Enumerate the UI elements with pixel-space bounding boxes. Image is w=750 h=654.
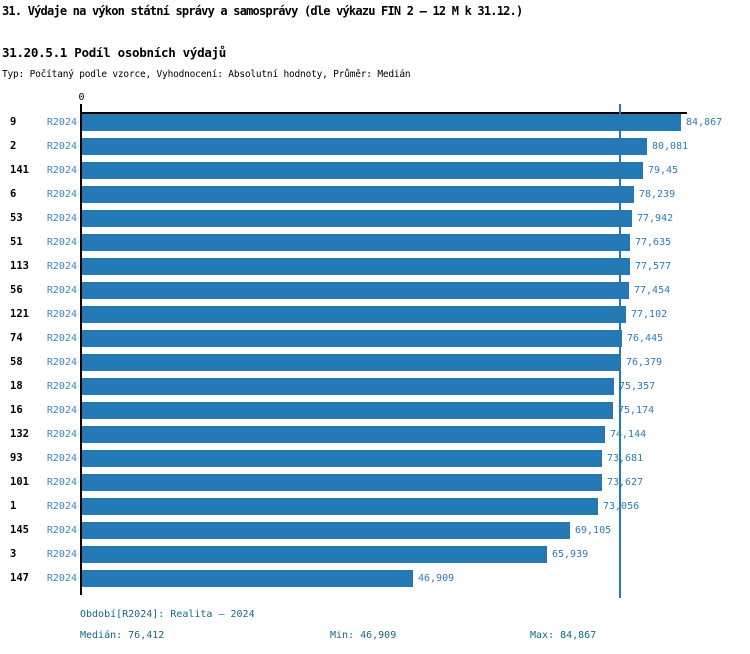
bar-value-label: 73,056 [603, 501, 640, 512]
bar [82, 186, 634, 203]
period-label: R2024 [46, 429, 77, 440]
period-label: R2024 [46, 309, 77, 320]
category-label: 121 [10, 308, 29, 320]
page-title: 31. Výdaje na výkon státní správy a samosprávy (dle výkazu FIN 2 – 12 M k 31.12.) [2, 4, 523, 18]
period-label: R2024 [46, 213, 77, 224]
period-label: R2024 [46, 405, 77, 416]
category-label: 51 [10, 236, 23, 248]
bar-value-label: 84,867 [686, 117, 723, 128]
category-label: 9 [10, 116, 17, 128]
footer-min-stat: Min: 46,909 [330, 630, 397, 641]
bar-value-label: 80,081 [652, 141, 689, 152]
chart-meta-line: Typ: Počítaný podle vzorce, Vyhodnocení: Absolutní hodnoty, Průměr: Medián [2, 69, 411, 80]
bar [82, 522, 570, 539]
bar-value-label: 78,239 [639, 189, 676, 200]
bar-value-label: 77,942 [637, 213, 674, 224]
period-label: R2024 [46, 285, 77, 296]
period-label: R2024 [46, 261, 77, 272]
footer-max-stat: Max: 84,867 [530, 630, 597, 641]
chart-title: 31.20.5.1 Podíl osobních výdajů [2, 45, 226, 60]
bar-value-label: 73,627 [607, 477, 644, 488]
period-label: R2024 [46, 357, 77, 368]
bar-value-label: 46,909 [418, 573, 455, 584]
bar [82, 474, 602, 491]
bar-value-label: 65,939 [552, 549, 589, 560]
category-label: 53 [10, 212, 23, 224]
bar [82, 306, 626, 323]
period-label: R2024 [46, 141, 77, 152]
bar-value-label: 77,577 [635, 261, 672, 272]
category-label: 18 [10, 380, 23, 392]
bar-value-label: 75,357 [619, 381, 656, 392]
bar [82, 498, 598, 515]
bar [82, 378, 614, 395]
bar-value-label: 79,45 [648, 165, 679, 176]
period-label: R2024 [46, 573, 77, 584]
category-label: 141 [10, 164, 29, 176]
bar [82, 450, 602, 467]
bar [82, 162, 643, 179]
period-label: R2024 [46, 477, 77, 488]
category-label: 16 [10, 404, 23, 416]
category-label: 132 [10, 428, 29, 440]
bar [82, 546, 547, 563]
period-label: R2024 [46, 237, 77, 248]
category-label: 113 [10, 260, 29, 272]
period-label: R2024 [46, 381, 77, 392]
bar [82, 426, 605, 443]
bar-value-label: 76,445 [627, 333, 664, 344]
bar [82, 402, 613, 419]
period-label: R2024 [46, 117, 77, 128]
category-label: 74 [10, 332, 23, 344]
bar [82, 282, 629, 299]
period-label: R2024 [46, 549, 77, 560]
bar-value-label: 77,454 [634, 285, 671, 296]
category-label: 2 [10, 140, 17, 152]
category-label: 58 [10, 356, 23, 368]
period-label: R2024 [46, 333, 77, 344]
category-label: 6 [10, 188, 17, 200]
bar [82, 114, 681, 131]
bar [82, 210, 632, 227]
bar-value-label: 77,635 [635, 237, 672, 248]
bar-value-label: 69,105 [575, 525, 612, 536]
bar-value-label: 76,379 [626, 357, 663, 368]
period-label: R2024 [46, 501, 77, 512]
bar-value-label: 77,102 [631, 309, 668, 320]
period-label: R2024 [46, 525, 77, 536]
x-axis-zero-label: 0 [78, 92, 85, 103]
bar [82, 570, 413, 587]
period-label: R2024 [46, 165, 77, 176]
footer-period-line: Období[R2024]: Realita – 2024 [80, 609, 255, 620]
bar [82, 234, 630, 251]
bar [82, 354, 621, 371]
period-label: R2024 [46, 189, 77, 200]
category-label: 147 [10, 572, 29, 584]
bar [82, 138, 647, 155]
category-label: 56 [10, 284, 23, 296]
category-label: 93 [10, 452, 23, 464]
bar [82, 258, 630, 275]
category-label: 1 [10, 500, 17, 512]
bar [82, 330, 622, 347]
bar-value-label: 74,144 [610, 429, 647, 440]
category-label: 101 [10, 476, 29, 488]
category-label: 145 [10, 524, 29, 536]
footer-median-stat: Medián: 76,412 [80, 630, 165, 641]
period-label: R2024 [46, 453, 77, 464]
category-label: 3 [10, 548, 17, 560]
bar-value-label: 73,681 [607, 453, 644, 464]
bar-value-label: 75,174 [618, 405, 655, 416]
